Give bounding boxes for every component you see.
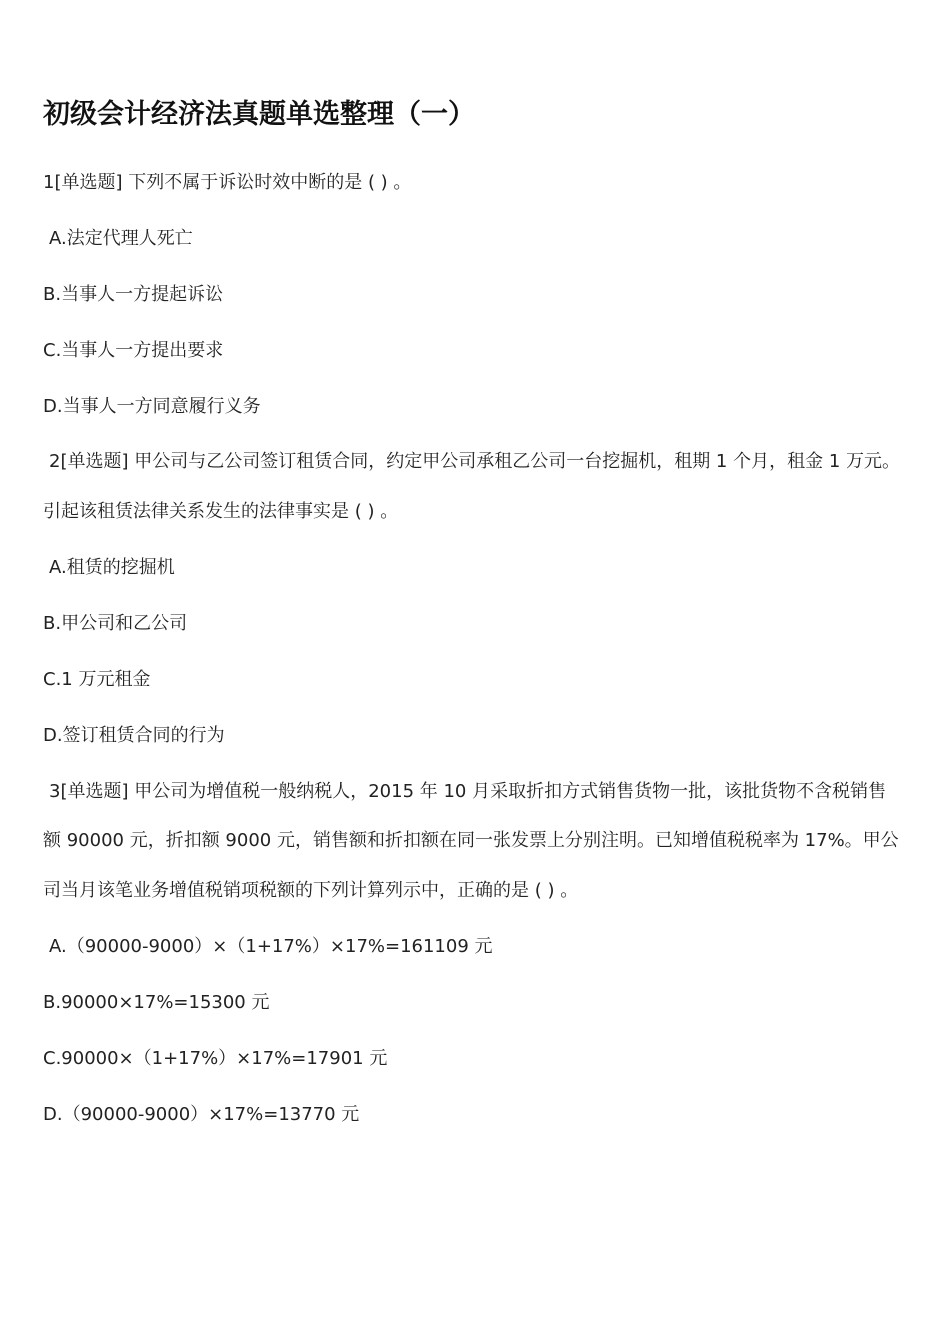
question-3-option-d: D.（90000-9000）×17%=13770 元 — [43, 1104, 360, 1125]
question-2-option-c: C.1 万元租金 — [43, 669, 151, 690]
question-1-option-a: A.法定代理人死亡 — [49, 228, 193, 249]
document-title: 初级会计经济法真题单选整理（一） — [43, 99, 475, 130]
question-2-option-d: D.签订租赁合同的行为 — [43, 725, 225, 746]
question-2-option-b: B.甲公司和乙公司 — [43, 613, 188, 634]
question-3-stem-line-2: 额 90000 元，折扣额 9000 元，销售额和折扣额在同一张发票上分别注明。已知增值税税率为 17%。甲公 — [43, 830, 899, 851]
question-1-stem-line-1: 1[单选题] 下列不属于诉讼时效中断的是 ( ) 。 — [43, 172, 412, 193]
question-1-option-d: D.当事人一方同意履行义务 — [43, 396, 261, 417]
question-3-stem-line-3: 司当月该笔业务增值税销项税额的下列计算列示中，正确的是 ( ) 。 — [43, 880, 579, 901]
question-1-option-b: B.当事人一方提起诉讼 — [43, 284, 224, 305]
question-3-stem-line-1: 3[单选题] 甲公司为增值税一般纳税人，2015 年 10 月采取折扣方式销售货物一批，该批货物不含税销售 — [49, 781, 887, 802]
question-3-option-a: A.（90000-9000）×（1+17%）×17%=161109 元 — [49, 936, 493, 957]
question-3-option-c: C.90000×（1+17%）×17%=17901 元 — [43, 1048, 388, 1069]
question-2-option-a: A.租赁的挖掘机 — [49, 557, 175, 578]
question-2-stem-line-2: 引起该租赁法律关系发生的法律事实是 ( ) 。 — [43, 501, 399, 522]
question-3-option-b: B.90000×17%=15300 元 — [43, 992, 270, 1013]
question-2-stem-line-1: 2[单选题] 甲公司与乙公司签订租赁合同，约定甲公司承租乙公司一台挖掘机，租期 1 个月，租金 1 万元。 — [49, 451, 901, 472]
question-1-option-c: C.当事人一方提出要求 — [43, 340, 224, 361]
